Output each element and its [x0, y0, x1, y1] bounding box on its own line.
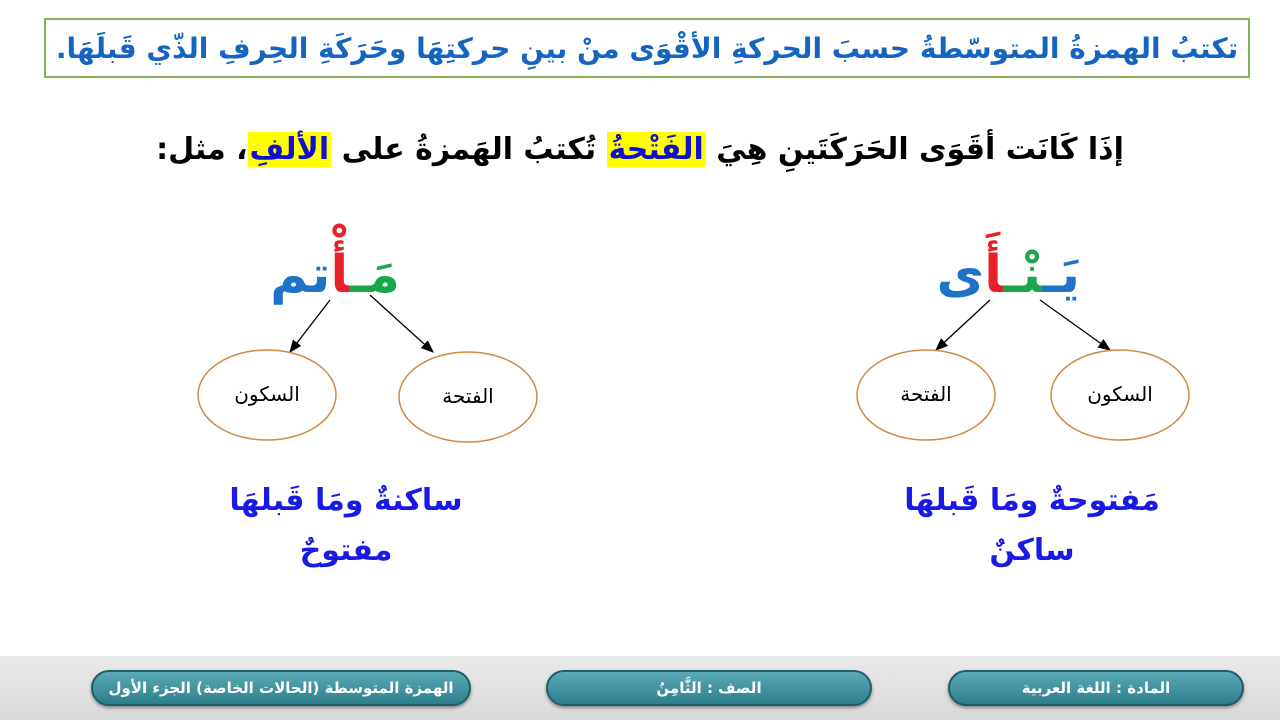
highlight-alef: الألفِ: [249, 132, 330, 167]
arrow: [290, 300, 330, 352]
example-word-maatam: [265, 245, 405, 305]
condition-part3: ، مثل:: [156, 132, 248, 167]
word-part: أْ: [330, 245, 350, 305]
circle-label: السكون: [1087, 382, 1153, 406]
word-part: يَـ: [1042, 245, 1080, 305]
example-rule: [872, 476, 1192, 576]
example-rule: [186, 476, 506, 576]
rule-text: تكتبُ الهمزةُ المتوسّطةُ حسبَ الحركةِ الأقْوَى منْ بينِ حركتِهَا وحَرَكَةِ الحِرفِ الذّي قَبلَهَا.: [55, 31, 1239, 65]
highlight-fatha: الفَتْحةُ: [608, 132, 704, 167]
circle-label: الفتحة: [900, 382, 952, 406]
arrow: [936, 300, 990, 350]
circle-label: الفتحة: [442, 384, 494, 408]
rule-line: ساكنٌ: [989, 533, 1075, 568]
subject-label: المادة : اللغة العربية: [1021, 679, 1171, 697]
circle-label: السكون: [234, 382, 300, 406]
lesson-label: الهمزة المتوسطة (الحالات الخاصة) الجزء الأول: [108, 679, 454, 697]
rule-line: مفتوحٌ: [299, 533, 393, 568]
lesson-pill: [91, 670, 471, 706]
rule-line: مَفتوحةٌ ومَا قَبلهَا: [904, 483, 1160, 518]
grade-label: الصف : الثَّامِنُ: [656, 679, 762, 697]
word-part: أَ: [984, 245, 1004, 305]
condition-part2: تُكتبُ الهَمزةُ على: [331, 132, 607, 167]
grade-pill: [546, 670, 872, 706]
condition-part1: إذَا كَانَت أقَوَى الحَرَكَتَينِ هِيَ: [705, 132, 1124, 167]
subject-pill: [948, 670, 1244, 706]
word-part: نْـ: [1003, 245, 1043, 305]
example-word-yanaa: [936, 245, 1080, 305]
arrow: [1040, 300, 1110, 350]
word-part: ى: [936, 245, 985, 305]
word-part: مَـ: [349, 245, 400, 305]
word-part: تم: [270, 245, 331, 305]
rule-line: ساكنةٌ ومَا قَبلهَا: [229, 483, 463, 518]
